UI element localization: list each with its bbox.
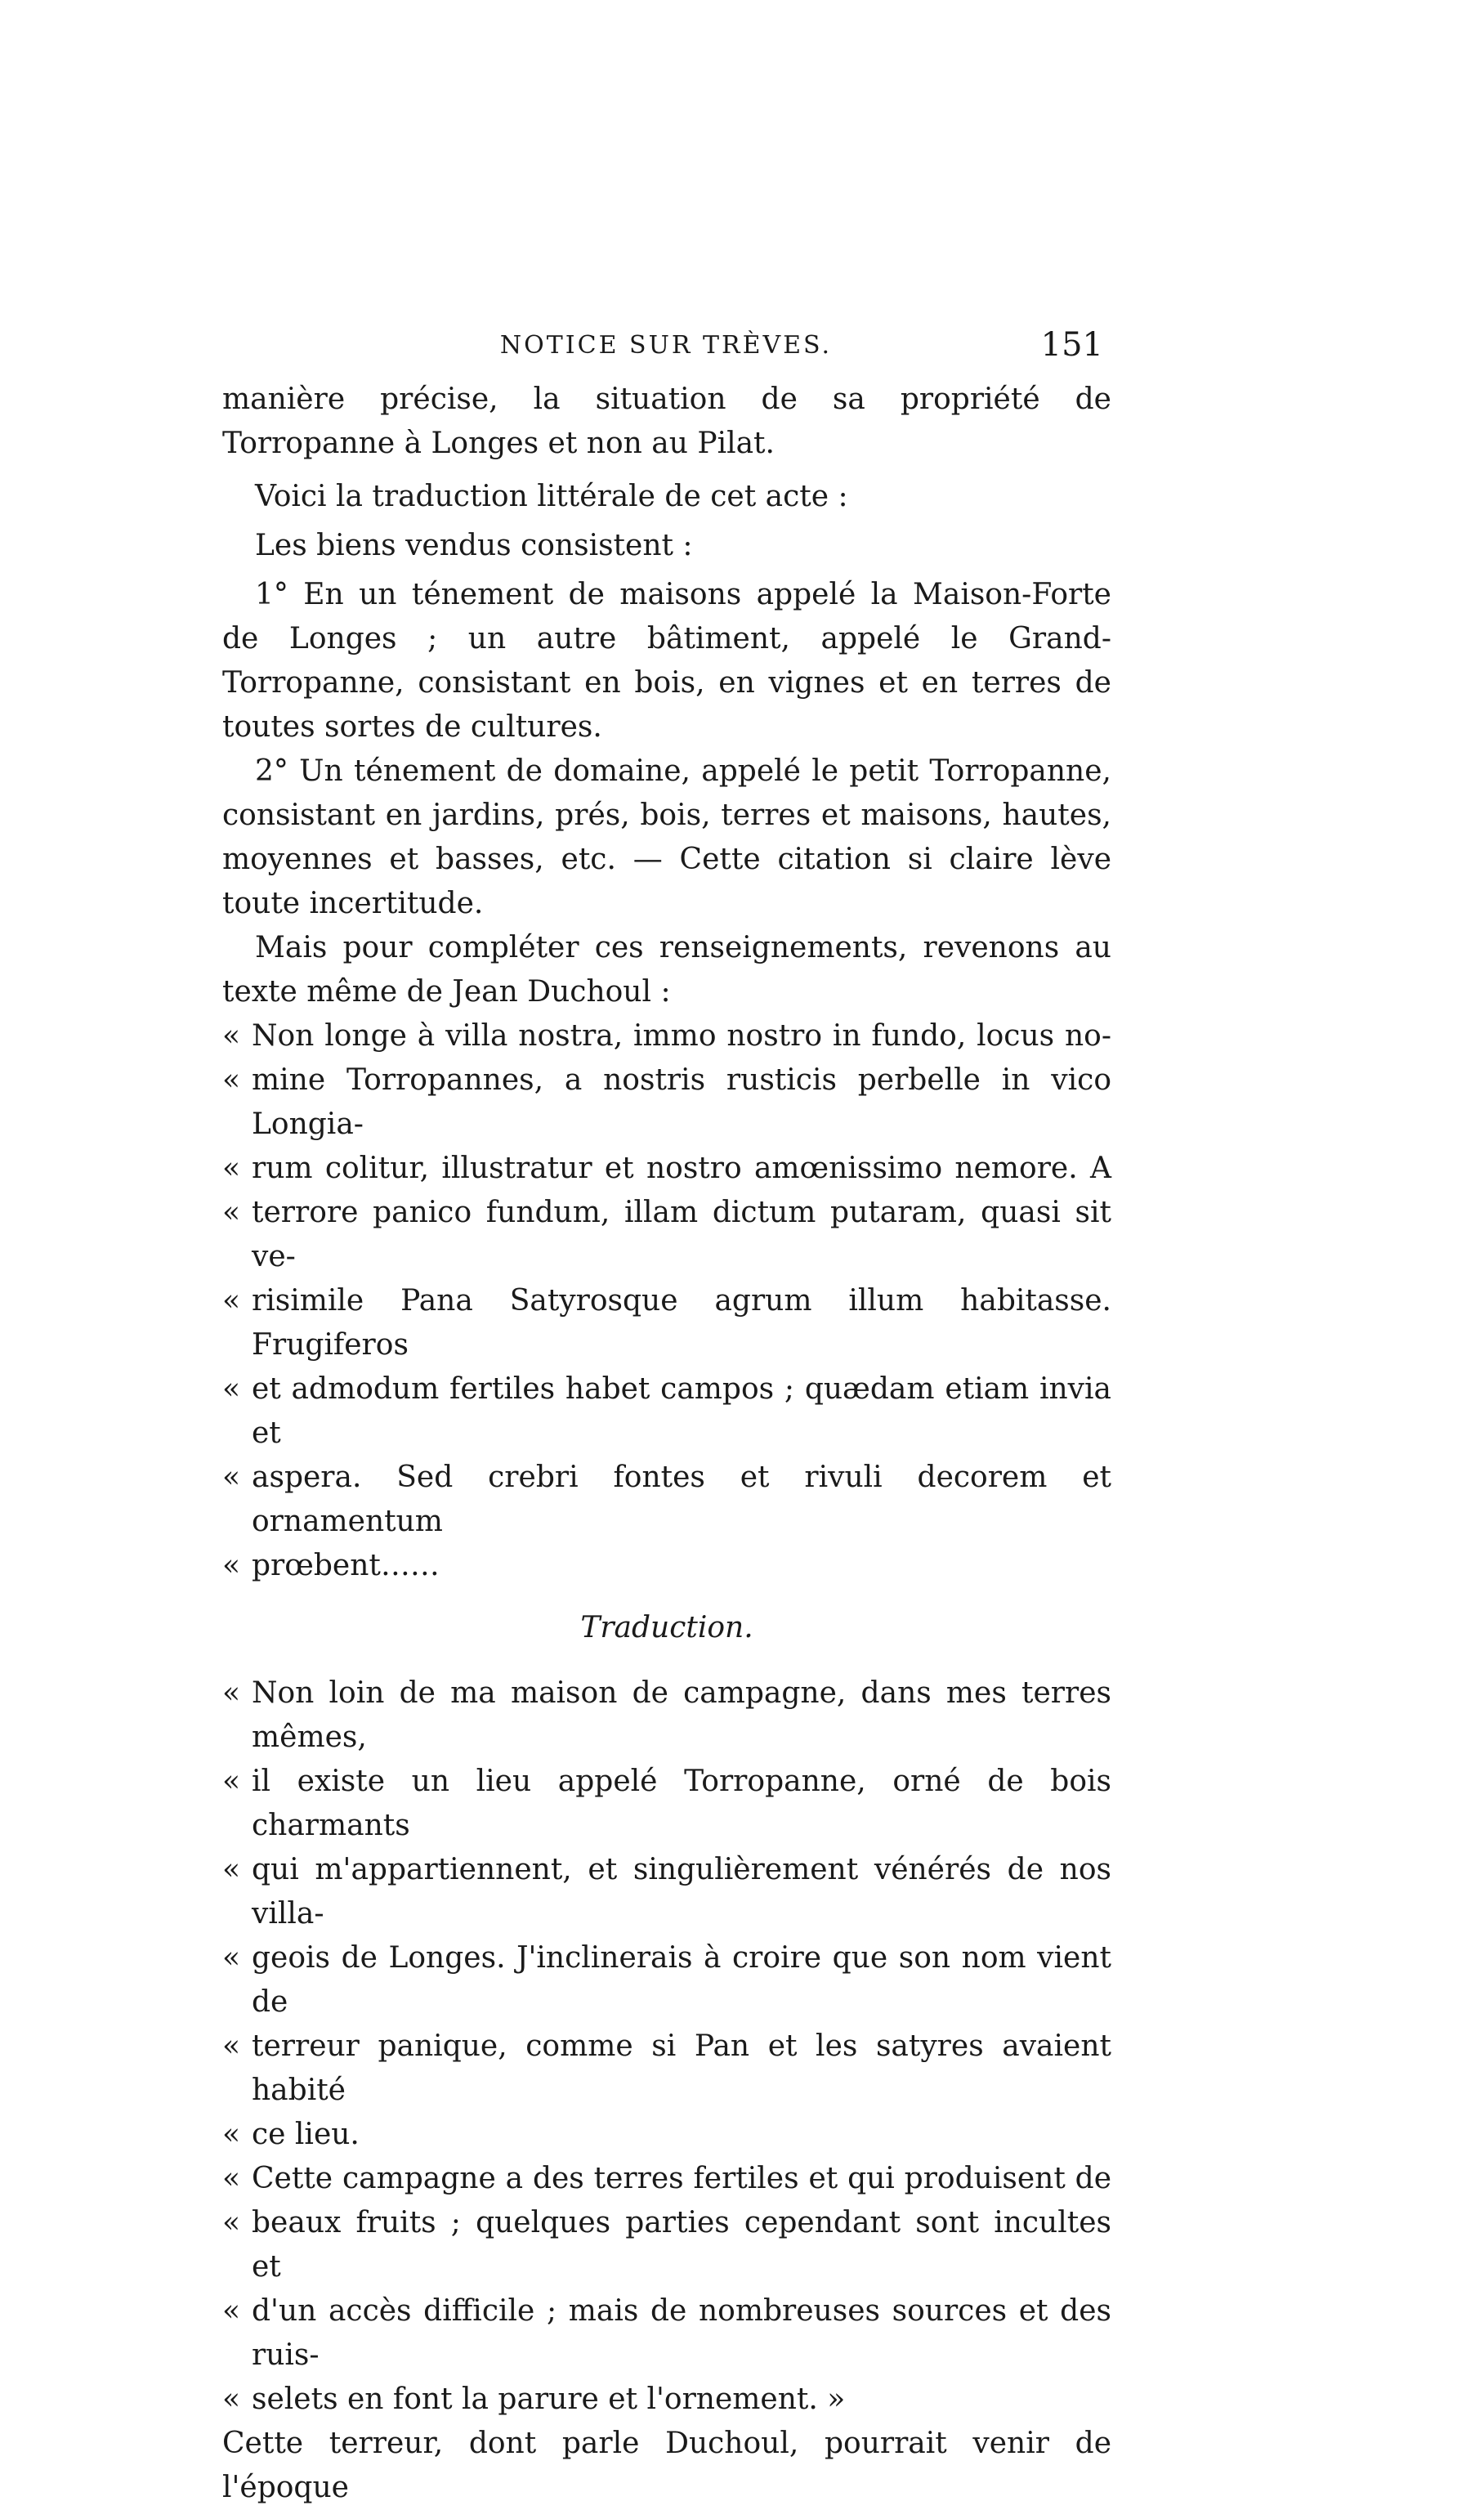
translation-heading: Traduction. bbox=[580, 1611, 753, 1644]
quote-line: « rum colitur, illustratur et nostro amœnissimo nemore. A bbox=[222, 1152, 1111, 1185]
list-item-first: 1° En un ténement de maisons appelé la Maison-Forte de Longes ; un autre bâtiment, appelé le Grand-Torropanne, consistant en bois, en vignes et en terres de toutes sortes de cultures. bbox=[222, 578, 1111, 744]
paragraph-duchoul-intro: Mais pour compléter ces renseignements, revenons au texte même de Jean Duchoul : bbox=[222, 931, 1111, 1009]
quote-line: « aspera. Sed crebri fontes et rivuli decorem et ornamentum bbox=[222, 1461, 1111, 1538]
page-number: 151 bbox=[1040, 326, 1103, 364]
translation-quote-second bbox=[222, 2157, 1111, 2422]
quote-line: « risimile Pana Satyrosque agrum illum habitasse. Frugiferos bbox=[222, 1284, 1111, 1362]
body-text bbox=[222, 378, 1111, 2510]
quote-line: « mine Torropannes, a nostris rusticis perbelle in vico Longia- bbox=[222, 1063, 1111, 1141]
running-header bbox=[229, 326, 1103, 372]
quote-line: « geois de Longes. J'inclinerais à croire que son nom vient de bbox=[222, 1941, 1111, 2019]
quote-line: « qui m'appartiennent, et singulièrement vénérés de nos villa- bbox=[222, 1853, 1111, 1931]
quote-line: « prœbent…… bbox=[222, 1549, 440, 1582]
quote-line: « terrore panico fundum, illam dictum putaram, quasi sit ve- bbox=[222, 1196, 1111, 1273]
quote-line: « selets en font la parure et l'ornement. » bbox=[222, 2382, 846, 2416]
quote-line: « ce lieu. bbox=[222, 2118, 360, 2151]
quote-line: « beaux fruits ; quelques parties cependant sont incultes et bbox=[222, 2206, 1111, 2284]
paragraph-goods-sold: Les biens vendus consistent : bbox=[255, 529, 693, 562]
quote-line: « Cette campagne a des terres fertiles et qui produisent de bbox=[222, 2162, 1111, 2195]
translation-quote-first bbox=[222, 1671, 1111, 2157]
paragraph-translation-intro: Voici la traduction littérale de cet acte : bbox=[255, 480, 848, 513]
quote-line: « Non longe à villa nostra, immo nostro in fundo, locus no- bbox=[222, 1019, 1111, 1053]
paragraph-final: Cette terreur, dont parle Duchoul, pourrait venir de l'époque bbox=[222, 2427, 1111, 2504]
quote-line: « et admodum fertiles habet campos ; quædam etiam invia et bbox=[222, 1372, 1111, 1450]
latin-quote bbox=[222, 1014, 1111, 1588]
quote-line: « terreur panique, comme si Pan et les satyres avaient habité bbox=[222, 2029, 1111, 2107]
quote-line: « d'un accès difficile ; mais de nombreuses sources et des ruis- bbox=[222, 2294, 1111, 2372]
quote-line: « il existe un lieu appelé Torropanne, orné de bois charmants bbox=[222, 1765, 1111, 1842]
list-item-second: 2° Un ténement de domaine, appelé le petit Torropanne, consistant en jardins, prés, bois, terres et maisons, hautes, moyennes et basses, etc. — Cette citation si claire lève toute incertitude. bbox=[222, 754, 1111, 920]
quote-line: « Non loin de ma maison de campagne, dans mes terres mêmes, bbox=[222, 1676, 1111, 1754]
paragraph-continuation: manière précise, la situation de sa propriété de Torropanne à Longes et non au Pilat. bbox=[222, 383, 1111, 460]
header-title: NOTICE SUR TRÈVES. bbox=[499, 331, 833, 360]
